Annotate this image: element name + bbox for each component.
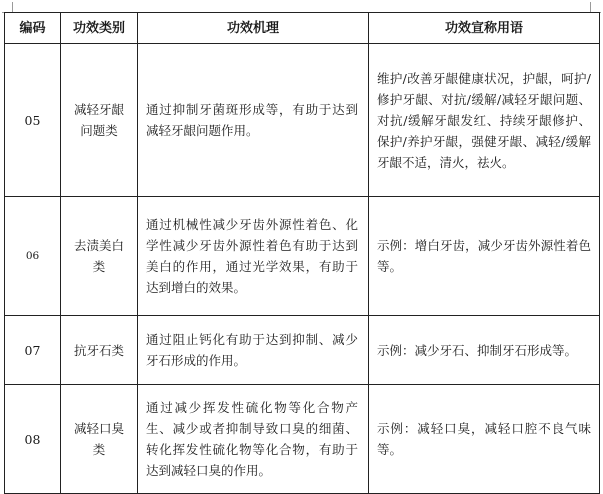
row-category: 减轻口臭类 bbox=[61, 385, 138, 494]
table-row bbox=[5, 44, 600, 197]
row-claims: 维护/改善牙龈健康状况，护龈，呵护/修护牙龈、对抗/缓解/减轻牙龈问题、对抗/缓解牙龈发红、持续牙龈修护、保护/养护牙龈，强健牙龈、减轻/缓解牙龈不适，清火，祛火。 bbox=[369, 44, 600, 197]
row-mechanism: 通过机械性减少牙齿外源性着色、化学性减少牙齿外源性着色有助于达到美白的作用，通过光学效果，有助于达到增白的效果。 bbox=[138, 197, 369, 316]
table-row bbox=[5, 385, 600, 494]
row-category: 去渍美白类 bbox=[61, 197, 138, 316]
header-code: 编码 bbox=[5, 13, 61, 44]
row-category: 减轻牙龈问题类 bbox=[61, 44, 138, 197]
row-claims: 示例：减轻口臭，减轻口腔不良气味等。 bbox=[369, 385, 600, 494]
header-claims: 功效宣称用语 bbox=[369, 13, 600, 44]
header-category: 功效类别 bbox=[61, 13, 138, 44]
row-code: 06 bbox=[5, 197, 61, 316]
row-code: 08 bbox=[5, 385, 61, 494]
row-claims: 示例：增白牙齿，减少牙齿外源性着色等。 bbox=[369, 197, 600, 316]
efficacy-claims-table bbox=[4, 12, 600, 494]
row-mechanism: 通过阻止钙化有助于达到抑制、减少牙石形成的作用。 bbox=[138, 316, 369, 385]
row-code: 07 bbox=[5, 316, 61, 385]
table-row bbox=[5, 316, 600, 385]
table-header-row bbox=[5, 13, 600, 44]
row-mechanism: 通过抑制牙菌斑形成等，有助于达到减轻牙龈问题作用。 bbox=[138, 44, 369, 197]
row-category: 抗牙石类 bbox=[61, 316, 138, 385]
table-row bbox=[5, 197, 600, 316]
row-mechanism: 通过减少挥发性硫化物等化合物产生、减少或者抑制导致口臭的细菌、转化挥发性硫化物等化合物，有助于达到减轻口臭的作用。 bbox=[138, 385, 369, 494]
row-code: 05 bbox=[5, 44, 61, 197]
row-claims: 示例：减少牙石、抑制牙石形成等。 bbox=[369, 316, 600, 385]
header-mechanism: 功效机理 bbox=[138, 13, 369, 44]
